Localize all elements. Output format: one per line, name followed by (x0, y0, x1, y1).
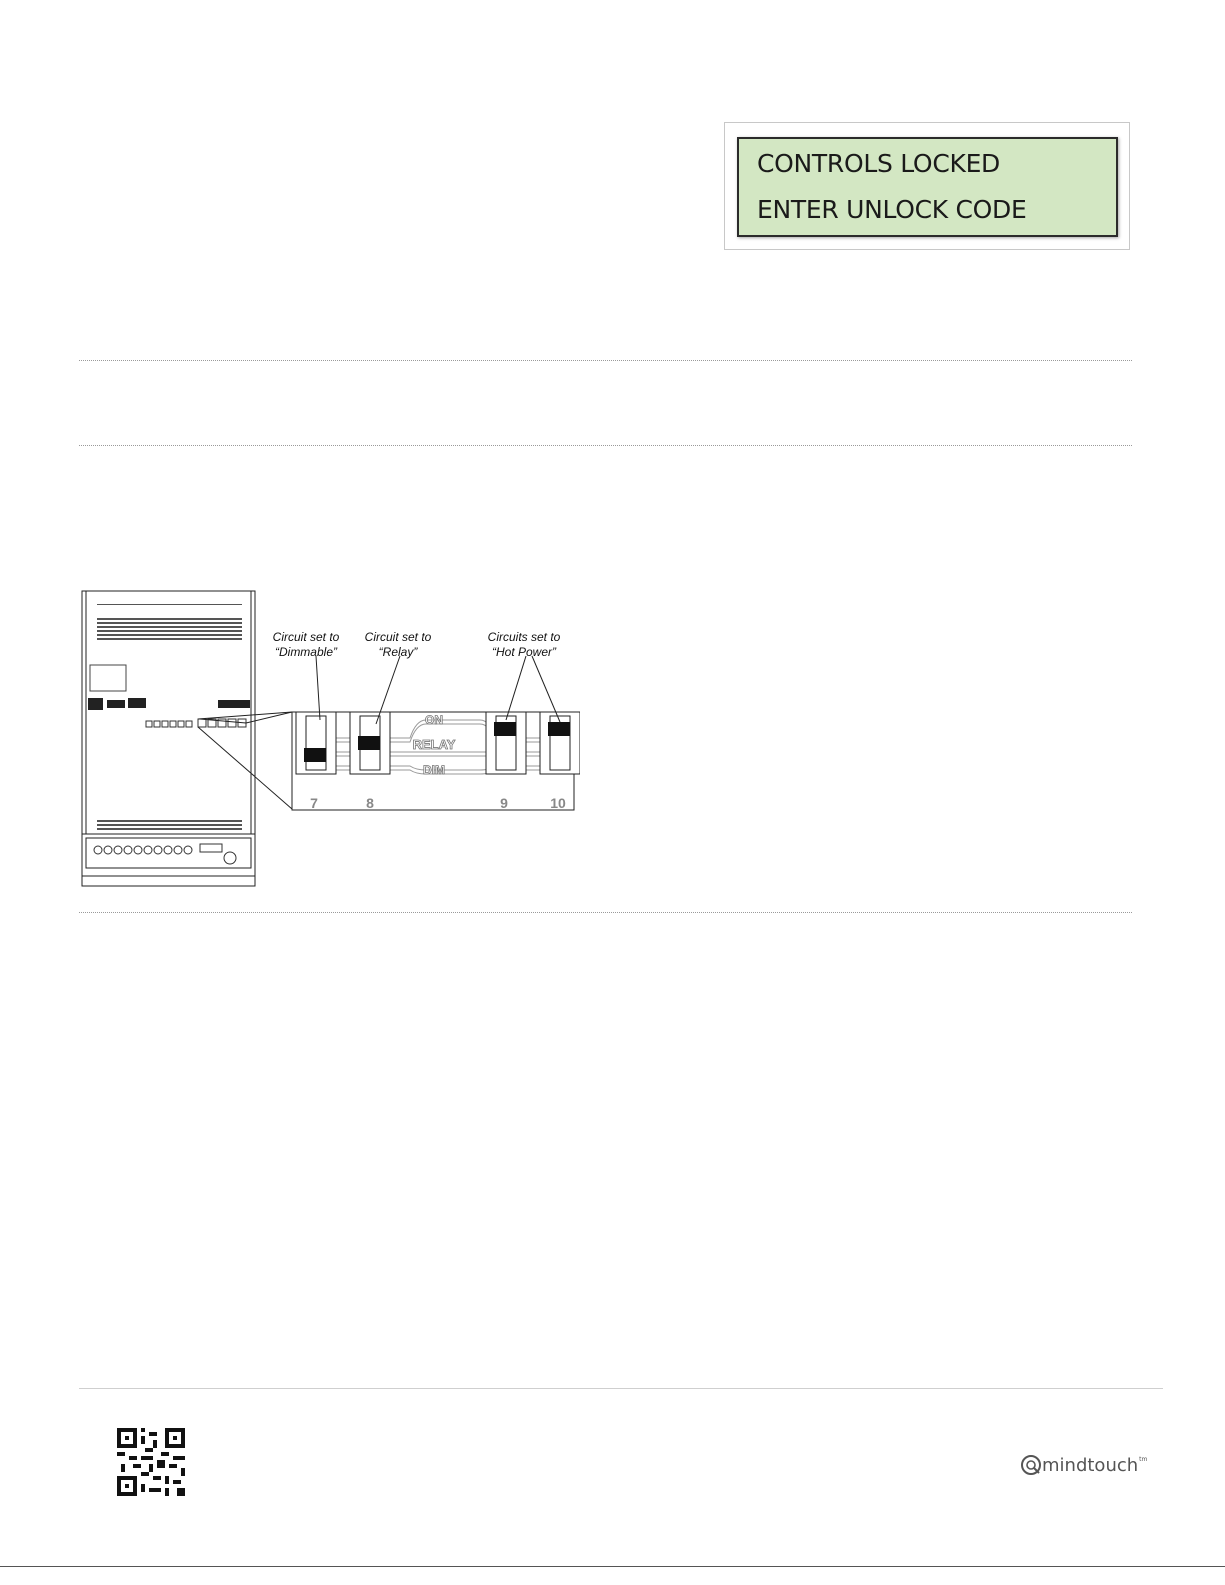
dimmer-rack-figure (80, 588, 580, 888)
access-plate (90, 665, 126, 691)
page-bottom-rule (0, 1566, 1225, 1567)
callout-dimmable-line2: “Dimmable” (274, 645, 338, 659)
callout-hot-line1: Circuits set to (487, 630, 561, 644)
circuit-number-10: 10 (550, 795, 566, 811)
dip-switch-7 (296, 712, 336, 774)
mindtouch-logo (1020, 1452, 1147, 1478)
callout-dimmable-line1: Circuit set to (272, 630, 340, 644)
dip-switch-9 (486, 712, 526, 774)
callout-relay-line1: Circuit set to (364, 630, 432, 644)
brand-trademark: tm (1139, 1455, 1148, 1463)
mindtouch-mark-icon (1020, 1454, 1042, 1476)
vent-grille-top (97, 604, 242, 640)
brand-name: mindtouch (1042, 1454, 1139, 1476)
section-divider (79, 360, 1132, 361)
section-divider (79, 445, 1132, 446)
dip-switch-8 (350, 712, 390, 774)
qr-code-icon (117, 1428, 185, 1496)
circuit-number-8: 8 (366, 795, 374, 811)
footer-rule (79, 1388, 1163, 1389)
lcd-display-image (724, 122, 1130, 250)
section-divider (79, 912, 1132, 913)
switch-label-on: ON (425, 713, 443, 727)
switch-zoom-inset (292, 712, 580, 811)
lcd-screen (737, 137, 1118, 237)
callout-hot-line2: “Hot Power” (491, 645, 557, 659)
lcd-line-2: ENTER UNLOCK CODE (757, 195, 1027, 224)
callout-relay-line2: “Relay” (378, 645, 418, 659)
breaker-row (146, 719, 246, 727)
lcd-line-1: CONTROLS LOCKED (757, 149, 1001, 178)
connector-row (94, 844, 236, 864)
switch-label-relay: RELAY (412, 737, 456, 752)
switch-label-dim: DIM (423, 763, 445, 777)
circuit-number-7: 7 (310, 795, 318, 811)
vent-grille-bottom (97, 820, 242, 830)
circuit-number-9: 9 (500, 795, 508, 811)
label-blocks (88, 698, 250, 710)
